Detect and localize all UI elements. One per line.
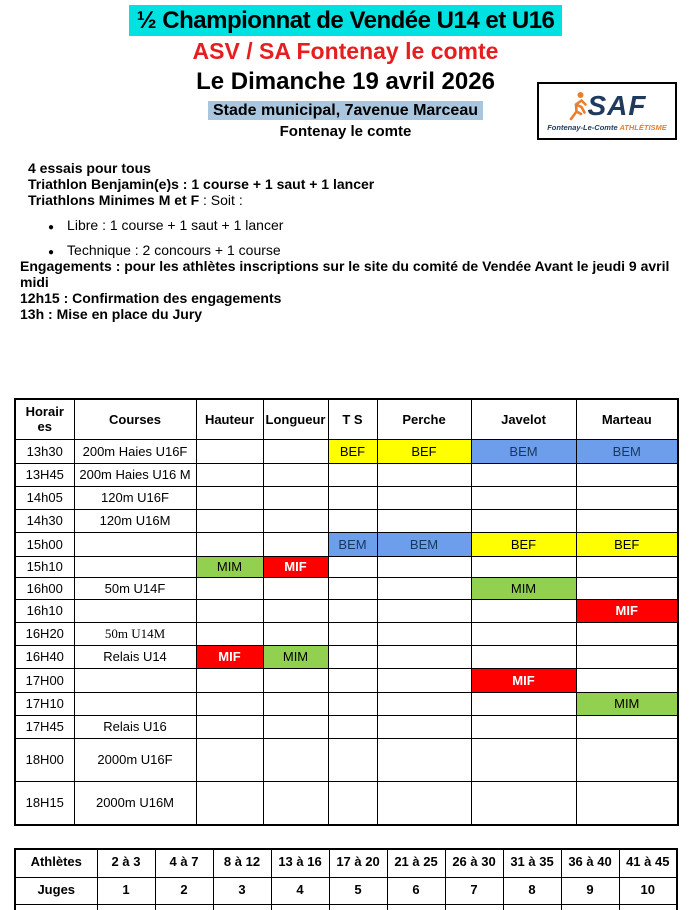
juges-value: 4 xyxy=(271,877,329,904)
event-cell xyxy=(576,486,678,509)
event-cell xyxy=(328,715,377,738)
course-cell: 2000m U16F xyxy=(74,738,196,781)
event-cell xyxy=(576,738,678,781)
event-cell xyxy=(328,668,377,692)
event-cell xyxy=(263,509,328,532)
athletes-value: 21 à 25 xyxy=(387,849,445,877)
athletes-value: 17 à 20 xyxy=(329,849,387,877)
event-cell xyxy=(196,463,263,486)
bullet-item-technique xyxy=(48,242,691,258)
time-cell: 13H45 xyxy=(15,463,74,486)
event-cell xyxy=(377,486,471,509)
event-cell xyxy=(263,532,328,556)
event-cell xyxy=(576,622,678,645)
event-cell xyxy=(377,622,471,645)
logo-top xyxy=(568,91,647,121)
logo-caption-sport: ATHLÉTISME xyxy=(619,123,667,132)
note-engagements: Engagements : pour les athlètes inscriptions sur le site du comité de Vendée Avant le jeudi 9 avril midi xyxy=(20,258,670,290)
athletes-value: 4 à 7 xyxy=(155,849,213,877)
time-cell: 15h10 xyxy=(15,556,74,577)
time-cell: 18H15 xyxy=(15,781,74,825)
event-cell xyxy=(196,486,263,509)
event-cell xyxy=(328,599,377,622)
event-cell xyxy=(471,715,576,738)
event-cell-mif: MIF xyxy=(471,668,576,692)
schedule-row xyxy=(15,645,678,668)
event-cell-mif: MIF xyxy=(263,556,328,577)
event-cell xyxy=(377,692,471,715)
schedule-row xyxy=(15,738,678,781)
event-cell xyxy=(263,692,328,715)
event-cell-bem: BEM xyxy=(576,439,678,463)
empty-cell xyxy=(155,904,213,910)
event-cell xyxy=(471,738,576,781)
schedule-table xyxy=(14,398,679,826)
bullet-icon: ● xyxy=(48,247,55,258)
event-cell xyxy=(263,781,328,825)
event-cell-mim: MIM xyxy=(576,692,678,715)
empty-cell xyxy=(329,904,387,910)
time-cell: 17H45 xyxy=(15,715,74,738)
partial-row xyxy=(15,904,677,910)
city-line: Fontenay le comte xyxy=(279,123,412,140)
time-cell: 16H40 xyxy=(15,645,74,668)
event-cell xyxy=(328,509,377,532)
course-cell: 120m U16F xyxy=(74,486,196,509)
empty-cell xyxy=(503,904,561,910)
event-cell-mif: MIF xyxy=(576,599,678,622)
event-cell xyxy=(328,622,377,645)
schedule-row xyxy=(15,577,678,599)
title-highlight: ½ Championnat de Vendée U14 et U16 xyxy=(129,5,563,36)
event-cell xyxy=(576,645,678,668)
empty-cell xyxy=(561,904,619,910)
event-cell xyxy=(377,556,471,577)
empty-cell xyxy=(271,904,329,910)
event-cell xyxy=(576,781,678,825)
time-cell: 15h00 xyxy=(15,532,74,556)
juges-row xyxy=(15,877,677,904)
juges-label: Juges xyxy=(15,877,97,904)
athletes-value: 26 à 30 xyxy=(445,849,503,877)
schedule-row xyxy=(15,463,678,486)
jury-table xyxy=(14,848,678,910)
page-title xyxy=(0,0,691,35)
course-cell xyxy=(74,692,196,715)
event-cell xyxy=(471,486,576,509)
schedule-row xyxy=(15,556,678,577)
note-minimes-rest: : Soit : xyxy=(199,192,243,208)
event-cell xyxy=(196,622,263,645)
time-cell: 14h05 xyxy=(15,486,74,509)
empty-cell xyxy=(619,904,677,910)
column-header-longueur: Longueur xyxy=(263,399,328,439)
juges-value: 1 xyxy=(97,877,155,904)
course-cell xyxy=(74,532,196,556)
empty-cell xyxy=(15,904,97,910)
course-cell: 120m U16M xyxy=(74,509,196,532)
course-cell: Relais U16 xyxy=(74,715,196,738)
event-cell xyxy=(263,668,328,692)
event-cell xyxy=(328,692,377,715)
event-cell xyxy=(328,486,377,509)
event-cell xyxy=(328,463,377,486)
event-cell xyxy=(576,715,678,738)
event-cell xyxy=(196,532,263,556)
time-cell: 16h10 xyxy=(15,599,74,622)
event-cell xyxy=(471,463,576,486)
empty-cell xyxy=(445,904,503,910)
note-minimes-bold: Triathlons Minimes M et F xyxy=(28,192,200,208)
event-cell xyxy=(263,463,328,486)
column-header-perche: Perche xyxy=(377,399,471,439)
athletes-value: 13 à 16 xyxy=(271,849,329,877)
juges-value: 3 xyxy=(213,877,271,904)
course-cell: 200m Haies U16F xyxy=(74,439,196,463)
athletes-value: 36 à 40 xyxy=(561,849,619,877)
event-cell xyxy=(263,738,328,781)
event-cell xyxy=(471,692,576,715)
event-cell xyxy=(377,509,471,532)
event-cell xyxy=(263,439,328,463)
empty-cell xyxy=(213,904,271,910)
column-header-horaires: Horaires xyxy=(15,399,74,439)
event-cell xyxy=(471,645,576,668)
event-cell xyxy=(196,715,263,738)
logo-text: SAF xyxy=(587,90,647,122)
schedule-row xyxy=(15,668,678,692)
course-cell: 200m Haies U16 M xyxy=(74,463,196,486)
juges-value: 10 xyxy=(619,877,677,904)
time-cell: 13h30 xyxy=(15,439,74,463)
empty-cell xyxy=(387,904,445,910)
note-essais: 4 essais pour tous xyxy=(28,160,151,176)
event-cell-bef: BEF xyxy=(328,439,377,463)
event-cell xyxy=(196,577,263,599)
event-cell xyxy=(377,463,471,486)
column-header-hauteur: Hauteur xyxy=(196,399,263,439)
event-cell-mif: MIF xyxy=(196,645,263,668)
bullet-libre-text: Libre : 1 course + 1 saut + 1 lancer xyxy=(67,217,284,233)
note-jury-setup: 13h : Mise en place du Jury xyxy=(20,306,203,322)
schedule-header-row xyxy=(15,399,678,439)
event-cell xyxy=(377,599,471,622)
bullet-icon: ● xyxy=(48,222,55,233)
event-cell xyxy=(471,781,576,825)
event-cell xyxy=(576,556,678,577)
event-cell xyxy=(263,577,328,599)
logo-caption xyxy=(547,123,667,132)
event-cell-bem: BEM xyxy=(471,439,576,463)
event-cell xyxy=(377,781,471,825)
info-block xyxy=(0,160,691,322)
event-cell xyxy=(196,668,263,692)
column-header-t-s: T S xyxy=(328,399,377,439)
venue-highlight: Stade municipal, 7avenue Marceau xyxy=(208,101,483,120)
schedule-row xyxy=(15,509,678,532)
event-cell xyxy=(263,622,328,645)
juges-value: 2 xyxy=(155,877,213,904)
event-cell-bem: BEM xyxy=(377,532,471,556)
event-cell xyxy=(196,738,263,781)
course-cell xyxy=(74,599,196,622)
time-cell: 17H00 xyxy=(15,668,74,692)
column-header-courses: Courses xyxy=(74,399,196,439)
event-cell-mim: MIM xyxy=(263,645,328,668)
event-cell xyxy=(328,577,377,599)
athletes-value: 41 à 45 xyxy=(619,849,677,877)
event-cell xyxy=(471,599,576,622)
note-confirmation: 12h15 : Confirmation des engagements xyxy=(20,290,282,306)
schedule-row xyxy=(15,486,678,509)
event-cell xyxy=(377,715,471,738)
event-cell-bef: BEF xyxy=(377,439,471,463)
event-cell xyxy=(377,577,471,599)
time-cell: 16H20 xyxy=(15,622,74,645)
event-cell-bef: BEF xyxy=(471,532,576,556)
event-cell-mim: MIM xyxy=(196,556,263,577)
juges-value: 5 xyxy=(329,877,387,904)
note-triathlons-minimes xyxy=(0,192,691,208)
event-cell xyxy=(196,439,263,463)
event-cell xyxy=(196,781,263,825)
event-cell xyxy=(263,599,328,622)
note-triathlon-benjamins: Triathlon Benjamin(e)s : 1 course + 1 saut + 1 lancer xyxy=(28,176,375,192)
athletes-value: 8 à 12 xyxy=(213,849,271,877)
schedule-row xyxy=(15,532,678,556)
event-cell xyxy=(263,715,328,738)
juges-value: 8 xyxy=(503,877,561,904)
event-cell xyxy=(377,668,471,692)
event-cell xyxy=(471,556,576,577)
time-cell: 17H10 xyxy=(15,692,74,715)
schedule-row xyxy=(15,599,678,622)
event-cell xyxy=(576,577,678,599)
event-cell-mim: MIM xyxy=(471,577,576,599)
event-cell xyxy=(377,645,471,668)
juges-value: 6 xyxy=(387,877,445,904)
bullet-technique-text: Technique : 2 concours + 1 course xyxy=(67,242,281,258)
course-cell xyxy=(74,556,196,577)
event-cell xyxy=(328,645,377,668)
event-cell xyxy=(328,781,377,825)
bullet-item-libre xyxy=(48,217,691,233)
event-cell-bem: BEM xyxy=(328,532,377,556)
time-cell: 14h30 xyxy=(15,509,74,532)
athletes-row xyxy=(15,849,677,877)
event-cell xyxy=(576,668,678,692)
runner-icon xyxy=(568,91,588,121)
juges-value: 7 xyxy=(445,877,503,904)
column-header-marteau: Marteau xyxy=(576,399,678,439)
event-cell xyxy=(471,509,576,532)
course-cell: 50m U14F xyxy=(74,577,196,599)
logo-caption-club: Fontenay-Le-Comte xyxy=(547,123,618,132)
event-cell-bef: BEF xyxy=(576,532,678,556)
time-cell: 18H00 xyxy=(15,738,74,781)
athletes-value: 31 à 35 xyxy=(503,849,561,877)
event-cell xyxy=(196,692,263,715)
event-cell xyxy=(328,738,377,781)
course-cell: 50m U14M xyxy=(74,622,196,645)
juges-value: 9 xyxy=(561,877,619,904)
athletes-value: 2 à 3 xyxy=(97,849,155,877)
club-subtitle: ASV / SA Fontenay le comte xyxy=(192,38,499,64)
event-cell xyxy=(196,599,263,622)
course-cell: 2000m U16M xyxy=(74,781,196,825)
date-line: Le Dimanche 19 avril 2026 xyxy=(196,68,495,95)
event-cell xyxy=(263,486,328,509)
event-cell xyxy=(328,556,377,577)
schedule-row xyxy=(15,692,678,715)
schedule-row xyxy=(15,781,678,825)
empty-cell xyxy=(97,904,155,910)
course-cell: Relais U14 xyxy=(74,645,196,668)
event-cell xyxy=(576,509,678,532)
schedule-row xyxy=(15,622,678,645)
club-logo xyxy=(537,82,677,140)
schedule-row xyxy=(15,439,678,463)
event-cell xyxy=(196,509,263,532)
schedule-row xyxy=(15,715,678,738)
event-cell xyxy=(377,738,471,781)
time-cell: 16h00 xyxy=(15,577,74,599)
column-header-javelot: Javelot xyxy=(471,399,576,439)
course-cell xyxy=(74,668,196,692)
event-cell xyxy=(471,622,576,645)
athletes-label: Athlètes xyxy=(15,849,97,877)
event-cell xyxy=(576,463,678,486)
